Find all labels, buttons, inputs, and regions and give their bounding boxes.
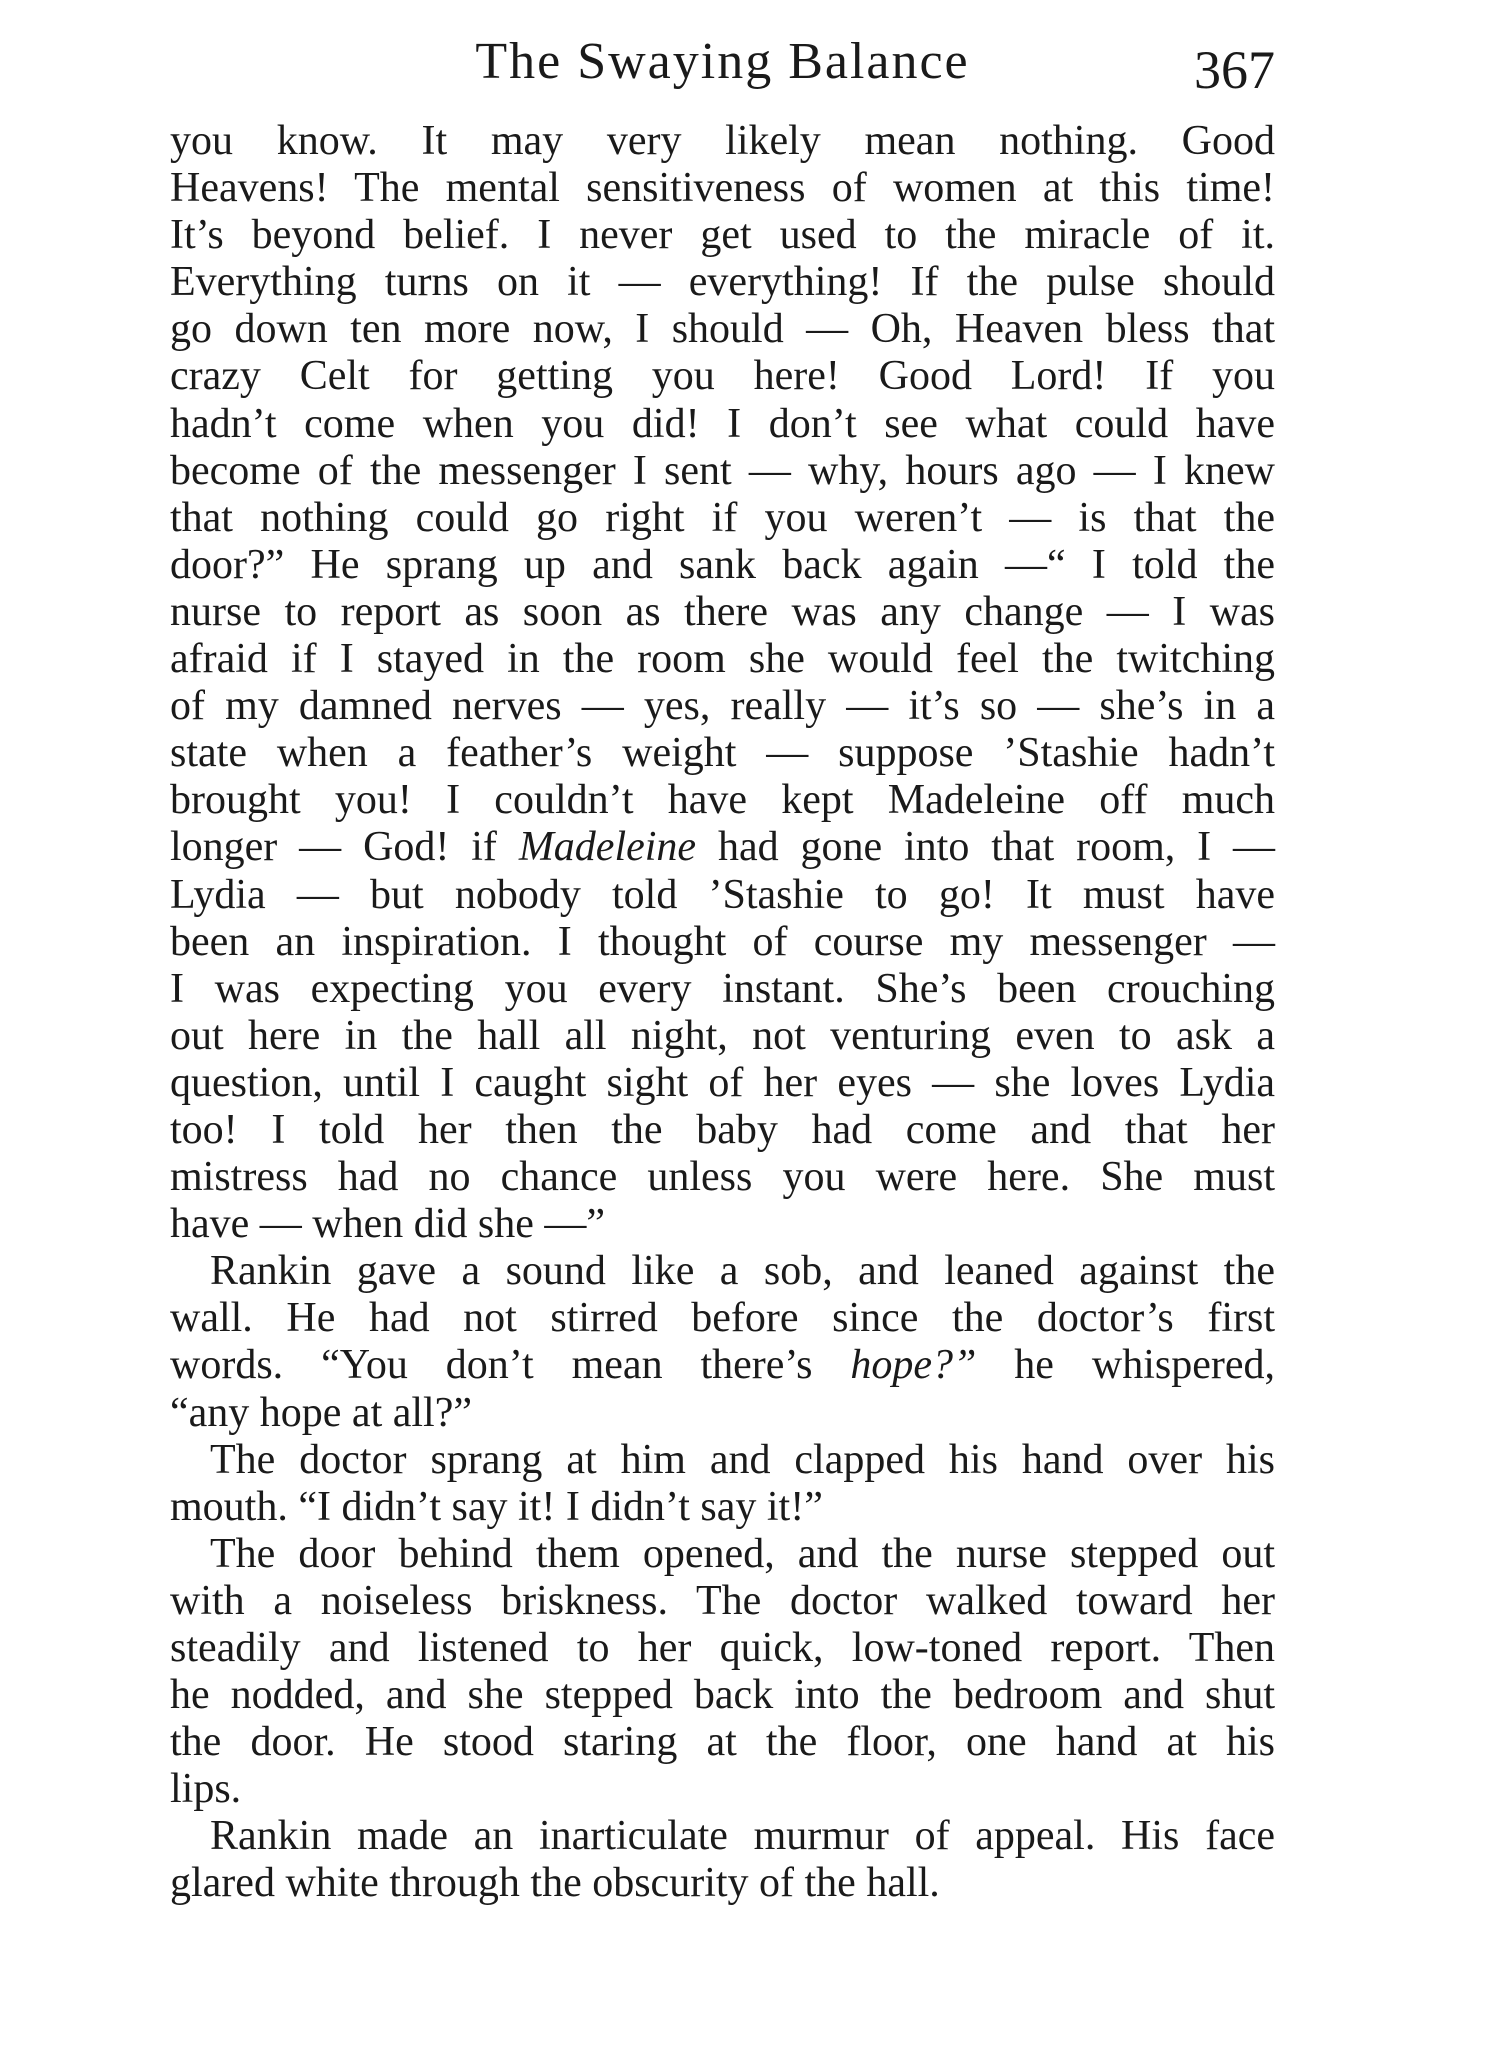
text-line: go down ten more now, I should — Oh, Heaven bless that <box>170 306 1275 353</box>
text-line: question, until I caught sight of her eyes — she loves Lydia <box>170 1059 1275 1106</box>
text-segment: had gone into that room, I — <box>696 824 1275 871</box>
text-line: too! I told her then the baby had come and that her <box>170 1106 1275 1153</box>
text-line <box>170 1342 1275 1389</box>
text-line: out here in the hall all night, not venturing even to ask a <box>170 1012 1275 1059</box>
text-line: glared white through the obscurity of the hall. <box>170 1860 940 1907</box>
text-line: wall. He had not stirred before since the doctor’s first <box>170 1295 1275 1342</box>
italic-text: Madeleine <box>518 824 697 871</box>
text-line: Lydia — but nobody told ’Stashie to go! It must have <box>170 871 1275 918</box>
text-line: he nodded, and she stepped back into the bedroom and shut <box>170 1672 1275 1719</box>
text-line: of my damned nerves — yes, really — it’s so — she’s in a <box>170 683 1275 730</box>
text-line: Everything turns on it — everything! If the pulse should <box>170 259 1275 306</box>
text-line: door?” He sprang up and sank back again —“ I told the <box>170 541 1275 588</box>
text-line: brought you! I couldn’t have kept Madeleine off much <box>170 777 1275 824</box>
text-line: nurse to report as soon as there was any change — I was <box>170 588 1275 635</box>
text-line: The door behind them opened, and the nurse stepped out <box>210 1530 1275 1577</box>
text-segment: he whispered, <box>976 1342 1275 1389</box>
text-segment: words. “You don’t mean there’s <box>170 1342 851 1389</box>
text-line: I was expecting you every instant. She’s been crouching <box>170 965 1275 1012</box>
body-text <box>170 118 1275 1908</box>
text-line: the door. He stood staring at the floor, one hand at his <box>170 1719 1275 1766</box>
text-line: that nothing could go right if you weren’t — is that the <box>170 494 1275 541</box>
page-number: 367 <box>1194 40 1275 100</box>
text-line: Heavens! The mental sensitiveness of women at this time! <box>170 165 1275 212</box>
italic-text: hope?” <box>850 1342 977 1389</box>
text-line: “any hope at all?” <box>170 1389 472 1436</box>
text-line: Rankin made an inarticulate murmur of appeal. His face <box>210 1813 1275 1860</box>
text-line: crazy Celt for getting you here! Good Lord! If you <box>170 353 1275 400</box>
text-segment: longer — God! if <box>170 824 519 871</box>
text-line: hadn’t come when you did! I don’t see what could have <box>170 400 1275 447</box>
text-line: It’s beyond belief. I never get used to the miracle of it. <box>170 212 1275 259</box>
text-line: mouth. “I didn’t say it! I didn’t say it!” <box>170 1483 823 1530</box>
text-line: with a noiseless briskness. The doctor walked toward her <box>170 1577 1275 1624</box>
page-header <box>170 22 1275 102</box>
text-line: state when a feather’s weight — suppose ’Stashie hadn’t <box>170 730 1275 777</box>
text-line: Rankin gave a sound like a sob, and leaned against the <box>210 1248 1275 1295</box>
text-line: lips. <box>170 1766 242 1813</box>
text-line: steadily and listened to her quick, low-toned report. Then <box>170 1625 1275 1671</box>
running-title: The Swaying Balance <box>475 33 970 90</box>
text-line: been an inspiration. I thought of course my messenger — <box>170 918 1275 965</box>
text-line <box>170 824 1275 871</box>
text-line: become of the messenger I sent — why, hours ago — I knew <box>170 447 1275 494</box>
text-line: afraid if I stayed in the room she would feel the twitching <box>170 636 1275 683</box>
text-line: have — when did she —” <box>170 1201 606 1248</box>
text-line: you know. It may very likely mean nothing. Good <box>170 118 1275 164</box>
text-line: mistress had no chance unless you were here. She must <box>170 1154 1275 1201</box>
text-line: The doctor sprang at him and clapped his hand over his <box>210 1436 1275 1483</box>
